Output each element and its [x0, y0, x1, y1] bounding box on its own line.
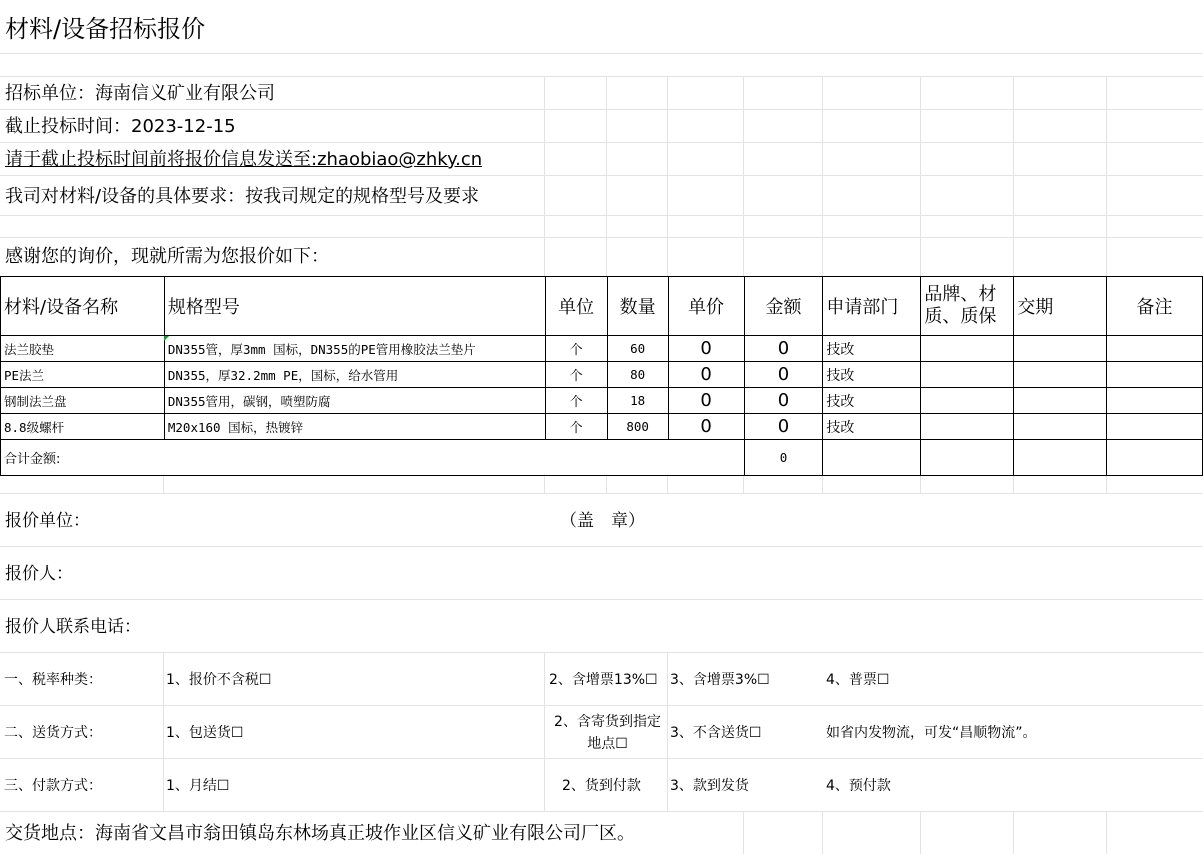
row-dept[interactable]: 技改	[823, 362, 921, 388]
quoter-phone-label[interactable]: 报价人联系电话：	[5, 617, 141, 637]
total-delivery[interactable]	[1014, 440, 1107, 476]
quotation-table	[0, 276, 1203, 476]
table-row	[1, 336, 1203, 362]
table-row	[1, 388, 1203, 414]
quoter-label[interactable]: 报价人：	[5, 564, 73, 584]
grid-line	[1013, 474, 1014, 494]
grid-line	[544, 76, 545, 276]
row-delivery[interactable]	[1014, 414, 1107, 440]
total-value[interactable]: 0	[744, 440, 823, 476]
header-price[interactable]: 单价	[668, 277, 744, 336]
grid-line	[1013, 811, 1014, 854]
row-unit[interactable]: 个	[545, 388, 607, 414]
grid-line	[822, 76, 823, 276]
row-brand[interactable]	[921, 414, 1014, 440]
row-price[interactable]: 0	[668, 388, 744, 414]
row-price[interactable]: 0	[668, 414, 744, 440]
grid-line	[606, 474, 607, 494]
tax-option-3[interactable]: 3、含增票3%☐	[670, 672, 770, 688]
grid-line	[920, 474, 921, 494]
grid-line	[606, 76, 607, 276]
grid-line	[1106, 811, 1107, 854]
row-spec[interactable]: DN355管用，碳钢，喷塑防腐	[164, 388, 545, 414]
row-remark[interactable]	[1107, 362, 1203, 388]
row-delivery[interactable]	[1014, 388, 1107, 414]
header-spec[interactable]: 规格型号	[164, 277, 545, 336]
grid-line	[0, 237, 1203, 238]
tax-option-1[interactable]: 1、报价不含税☐	[166, 672, 272, 688]
row-price[interactable]: 0	[668, 362, 744, 388]
delivery-place[interactable]: 交货地点：海南省文昌市翁田镇岛东林场真正坡作业区信义矿业有限公司厂区。	[5, 823, 635, 844]
page-title[interactable]: 材料/设备招标报价	[5, 15, 206, 43]
grid-line	[544, 652, 545, 812]
grid-line	[0, 599, 1203, 600]
row-qty[interactable]: 800	[607, 414, 668, 440]
tender-unit[interactable]: 招标单位：海南信义矿业有限公司	[5, 83, 275, 104]
row-name[interactable]: 钢制法兰盘	[1, 388, 165, 414]
row-remark[interactable]	[1107, 336, 1203, 362]
row-amount[interactable]: 0	[744, 362, 823, 388]
shipping-option-2[interactable]: 2、含寄货到指定地点☐	[554, 714, 661, 752]
grid-line	[0, 705, 1203, 706]
seal-label[interactable]: （盖 章）	[560, 511, 645, 531]
grid-line	[822, 811, 823, 854]
grid-line	[0, 142, 1203, 143]
row-brand[interactable]	[921, 388, 1014, 414]
row-brand[interactable]	[921, 336, 1014, 362]
grid-line	[667, 652, 668, 812]
row-dept[interactable]: 技改	[823, 388, 921, 414]
row-delivery[interactable]	[1014, 362, 1107, 388]
shipping-option-3[interactable]: 3、不含送货☐	[670, 725, 762, 741]
thanks-text[interactable]: 感谢您的询价，现就所需为您报价如下：	[5, 246, 329, 267]
grid-line	[743, 811, 744, 854]
row-qty[interactable]: 60	[607, 336, 668, 362]
grid-line	[0, 175, 1203, 176]
header-amount[interactable]: 金额	[744, 277, 823, 336]
payment-option-1[interactable]: 1、月结☐	[166, 778, 230, 794]
tax-label[interactable]: 一、税率种类：	[4, 672, 102, 688]
payment-label[interactable]: 三、付款方式：	[4, 778, 102, 794]
bid-deadline[interactable]: 截止投标时间：2023-12-15	[5, 116, 236, 137]
grid-line	[0, 758, 1203, 759]
row-remark[interactable]	[1107, 414, 1203, 440]
table-row	[1, 362, 1203, 388]
header-brand[interactable]: 品牌、材质、质保	[921, 277, 1014, 336]
grid-line	[920, 76, 921, 276]
grid-line	[0, 811, 1203, 812]
row-brand[interactable]	[921, 362, 1014, 388]
row-unit[interactable]: 个	[545, 414, 607, 440]
row-unit[interactable]: 个	[545, 336, 607, 362]
grid-line	[0, 215, 1203, 216]
row-dept[interactable]: 技改	[823, 414, 921, 440]
payment-option-4[interactable]: 4、预付款	[826, 778, 891, 794]
header-delivery[interactable]: 交期	[1014, 277, 1107, 336]
row-qty[interactable]: 18	[607, 388, 668, 414]
send-email-link[interactable]: 请于截止投标时间前将报价信息发送至:zhaobiao@zhky.cn	[5, 149, 483, 170]
grid-line	[0, 109, 1203, 110]
grid-line	[163, 474, 164, 494]
grid-line	[544, 474, 545, 494]
row-qty[interactable]: 80	[607, 362, 668, 388]
grid-line	[1013, 76, 1014, 276]
shipping-option-1[interactable]: 1、包送货☐	[166, 725, 244, 741]
grid-line	[0, 493, 1203, 494]
grid-line	[0, 546, 1203, 547]
header-unit[interactable]: 单位	[545, 277, 607, 336]
grid-line	[0, 652, 1203, 653]
table-header-row	[1, 277, 1203, 336]
header-name[interactable]: 材料/设备名称	[1, 277, 165, 336]
row-amount[interactable]: 0	[744, 414, 823, 440]
row-spec[interactable]: M20x160 国标，热镀锌	[164, 414, 545, 440]
payment-option-3[interactable]: 3、款到发货	[670, 778, 749, 794]
grid-line	[0, 76, 1203, 77]
shipping-option-4[interactable]: 如省内发物流，可发“昌顺物流”。	[826, 725, 1037, 741]
cell-comment-marker	[164, 336, 169, 341]
payment-option-2[interactable]: 2、货到付款	[562, 778, 641, 794]
row-price[interactable]: 0	[668, 336, 744, 362]
total-label[interactable]: 合计金额:	[1, 440, 745, 476]
grid-line	[920, 811, 921, 854]
row-spec[interactable]: DN355管，厚3mm 国标，DN355的PE管用橡胶法兰垫片	[164, 336, 545, 362]
total-row	[1, 440, 1203, 476]
row-amount[interactable]: 0	[744, 388, 823, 414]
header-qty[interactable]: 数量	[607, 277, 668, 336]
row-unit[interactable]: 个	[545, 362, 607, 388]
grid-line	[0, 53, 1203, 54]
tax-option-4[interactable]: 4、普票☐	[826, 672, 890, 688]
total-remark[interactable]	[1107, 440, 1203, 476]
row-delivery[interactable]	[1014, 336, 1107, 362]
grid-line	[667, 474, 668, 494]
shipping-label[interactable]: 二、送货方式：	[4, 725, 102, 741]
row-name[interactable]: PE法兰	[1, 362, 165, 388]
header-remark[interactable]: 备注	[1107, 277, 1203, 336]
grid-line	[163, 652, 164, 812]
grid-line	[1106, 474, 1107, 494]
row-spec[interactable]: DN355，厚32.2mm PE，国标，给水管用	[164, 362, 545, 388]
row-dept[interactable]: 技改	[823, 336, 921, 362]
grid-line	[1106, 76, 1107, 276]
total-brand[interactable]	[921, 440, 1014, 476]
grid-line	[822, 474, 823, 494]
grid-line	[743, 474, 744, 494]
quote-unit-label[interactable]: 报价单位：	[5, 511, 90, 531]
tax-option-2[interactable]: 2、含增票13%☐	[549, 672, 658, 688]
total-dept[interactable]	[823, 440, 921, 476]
header-dept[interactable]: 申请部门	[823, 277, 921, 336]
requirements-text[interactable]: 我司对材料/设备的具体要求：按我司规定的规格型号及要求	[5, 186, 480, 207]
grid-line	[743, 76, 744, 276]
row-name[interactable]: 8.8级螺杆	[1, 414, 165, 440]
grid-line	[667, 76, 668, 276]
row-remark[interactable]	[1107, 388, 1203, 414]
row-name[interactable]: 法兰胶垫	[1, 336, 165, 362]
table-row	[1, 414, 1203, 440]
row-amount[interactable]: 0	[744, 336, 823, 362]
